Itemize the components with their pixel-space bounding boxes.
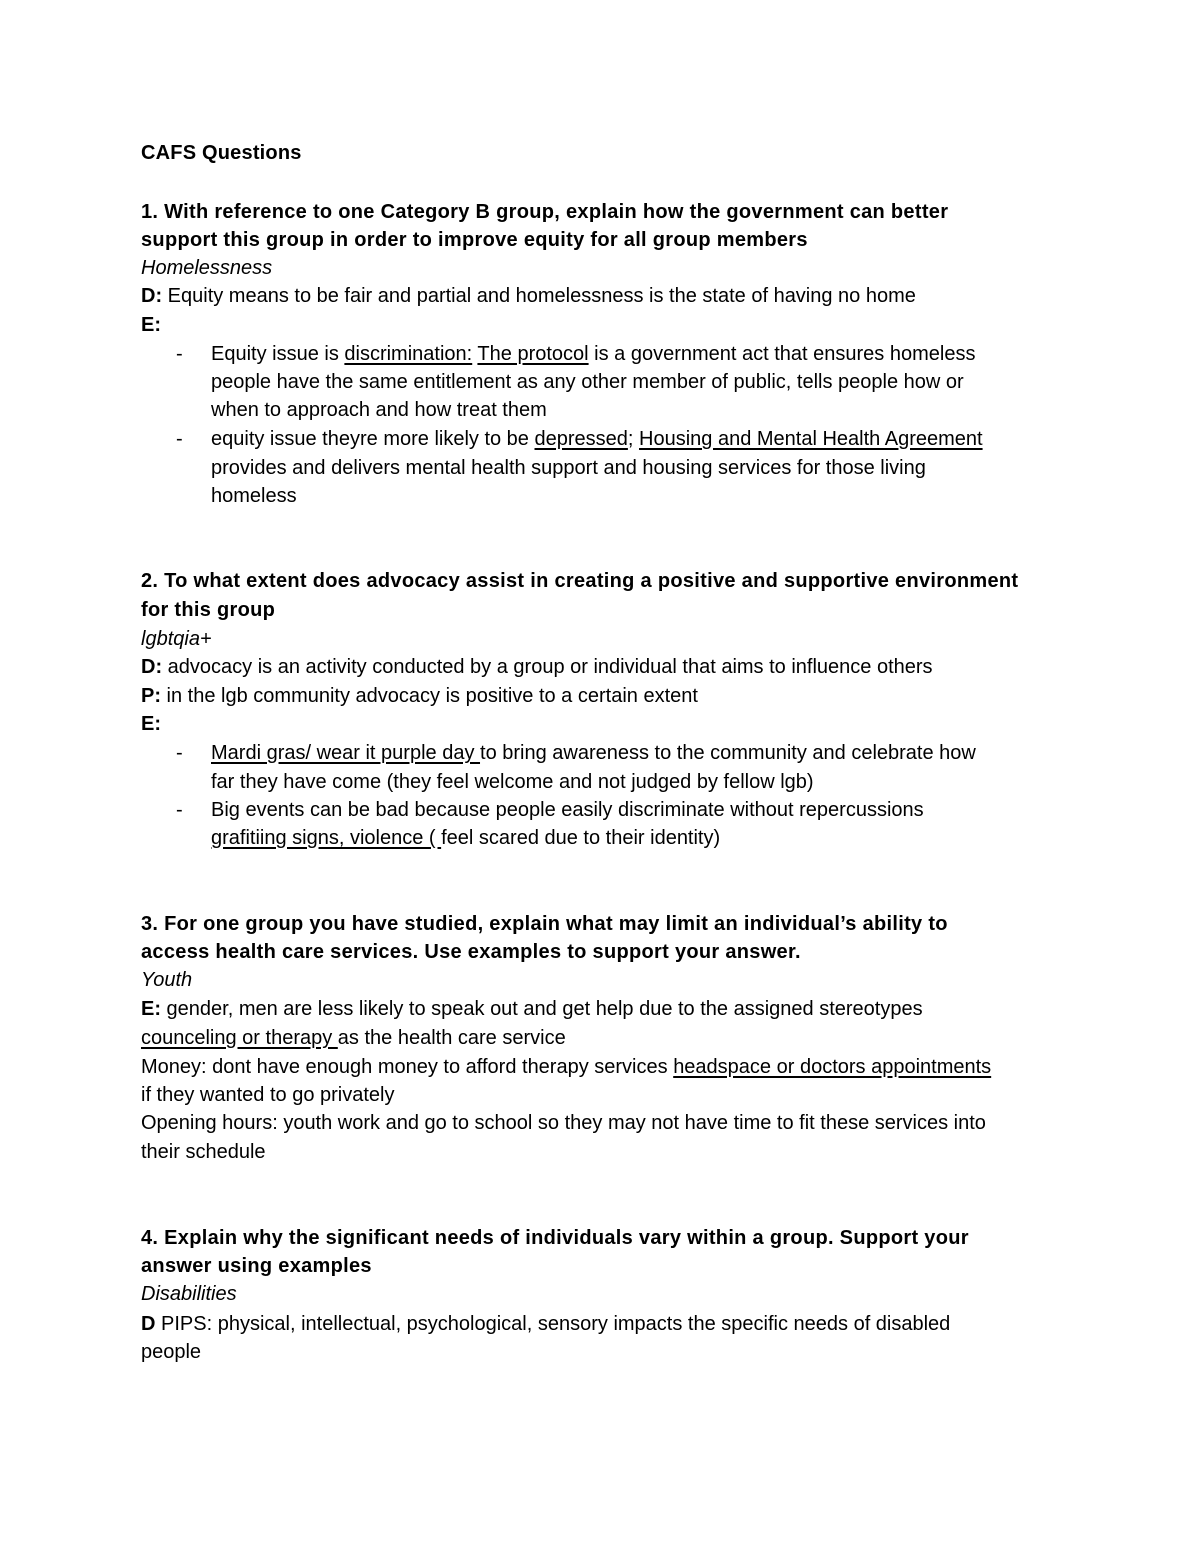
question-4-definition-line-2: people [141,1341,202,1363]
question-4-line-1: 4. Explain why the significant needs of individuals vary within a group. Support your [141,1227,969,1249]
underlined-term: depressed [534,428,628,450]
question-4-group: Disabilities [141,1283,237,1305]
question-2-definition: D: advocacy is an activity conducted by a group or individual that aims to influence others [141,656,933,678]
question-1-group: Homelessness [141,257,273,279]
q2-bullet-2-line-1: Big events can be bad because people easily discriminate without repercussions [211,799,924,821]
q1-bullet-1-line-1: Equity issue is discrimination: The protocol is a government act that ensures homeless [211,343,976,365]
q1-bullet-2-line-2: provides and delivers mental health support and housing services for those living [211,457,926,479]
question-4-definition: D PIPS: physical, intellectual, psychological, sensory impacts the specific needs of disabled [141,1313,951,1335]
question-3-money: Money: dont have enough money to afford therapy services headspace or doctors appointments [141,1056,992,1078]
definition-label: D: [141,285,163,307]
question-2-point: P: in the lgb community advocacy is positive to a certain extent [141,685,698,707]
bullet-dash: - [176,742,183,764]
q2-bullet-2-line-2: grafitiing signs, violence ( feel scared due to their identity) [211,827,721,849]
bullet-dash: - [176,343,183,365]
q1-bullet-1-line-3: when to approach and how treat them [211,399,547,421]
underlined-term: discrimination: [344,343,473,365]
definition-text: Equity means to be fair and partial and homelessness is the state of having no home [162,285,916,307]
underlined-term: Mardi gras/ wear it purple day [211,742,481,764]
question-3-line-1: 3. For one group you have studied, explain what may limit an individual’s ability to [141,913,948,935]
question-2-line-1: 2. To what extent does advocacy assist in creating a positive and supportive environment [141,570,1019,592]
question-3-money-line-2: if they wanted to go privately [141,1084,395,1106]
question-1-line-1: 1. With reference to one Category B group, explain how the government can better [141,201,949,223]
question-1-definition [141,282,916,310]
question-3-example-line-2: counceling or therapy as the health care service [141,1027,566,1049]
underlined-term: headspace or doctors appointments [673,1056,992,1078]
question-1-example-label: E: [141,314,161,336]
bullet-dash: - [176,428,183,450]
bullet-dash: - [176,799,183,821]
question-4-line-2: answer using examples [141,1255,372,1277]
underlined-term: Housing and Mental Health Agreement [639,428,983,450]
question-3-example: E: gender, men are less likely to speak out and get help due to the assigned stereotypes [141,998,923,1020]
underlined-term: The protocol [477,343,589,365]
q1-bullet-1-line-2: people have the same entitlement as any other member of public, tells people how or [211,371,964,393]
q1-bullet-2-line-1: equity issue theyre more likely to be depressed; Housing and Mental Health Agreement [211,428,983,450]
question-2-group: lgbtqia+ [141,628,212,650]
question-3-hours: Opening hours: youth work and go to school so they may not have time to fit these services into [141,1112,986,1134]
question-2-line-2: for this group [141,599,276,621]
q2-bullet-1-line-2: far they have come (they feel welcome and not judged by fellow lgb) [211,771,814,793]
question-2-example-label: E: [141,713,161,735]
underlined-term: counceling or therapy [141,1027,338,1049]
underlined-term: grafitiing signs, violence ( [211,827,442,849]
document-title: CAFS Questions [141,142,302,164]
q2-bullet-1-line-1: Mardi gras/ wear it purple day to bring awareness to the community and celebrate how [211,742,976,764]
question-3-line-2: access health care services. Use examples to support your answer. [141,941,801,963]
question-3-group: Youth [141,969,193,991]
q1-bullet-2-line-3: homeless [211,485,297,507]
question-1-line-2: support this group in order to improve equity for all group members [141,229,808,251]
question-3-hours-line-2: their schedule [141,1141,266,1163]
